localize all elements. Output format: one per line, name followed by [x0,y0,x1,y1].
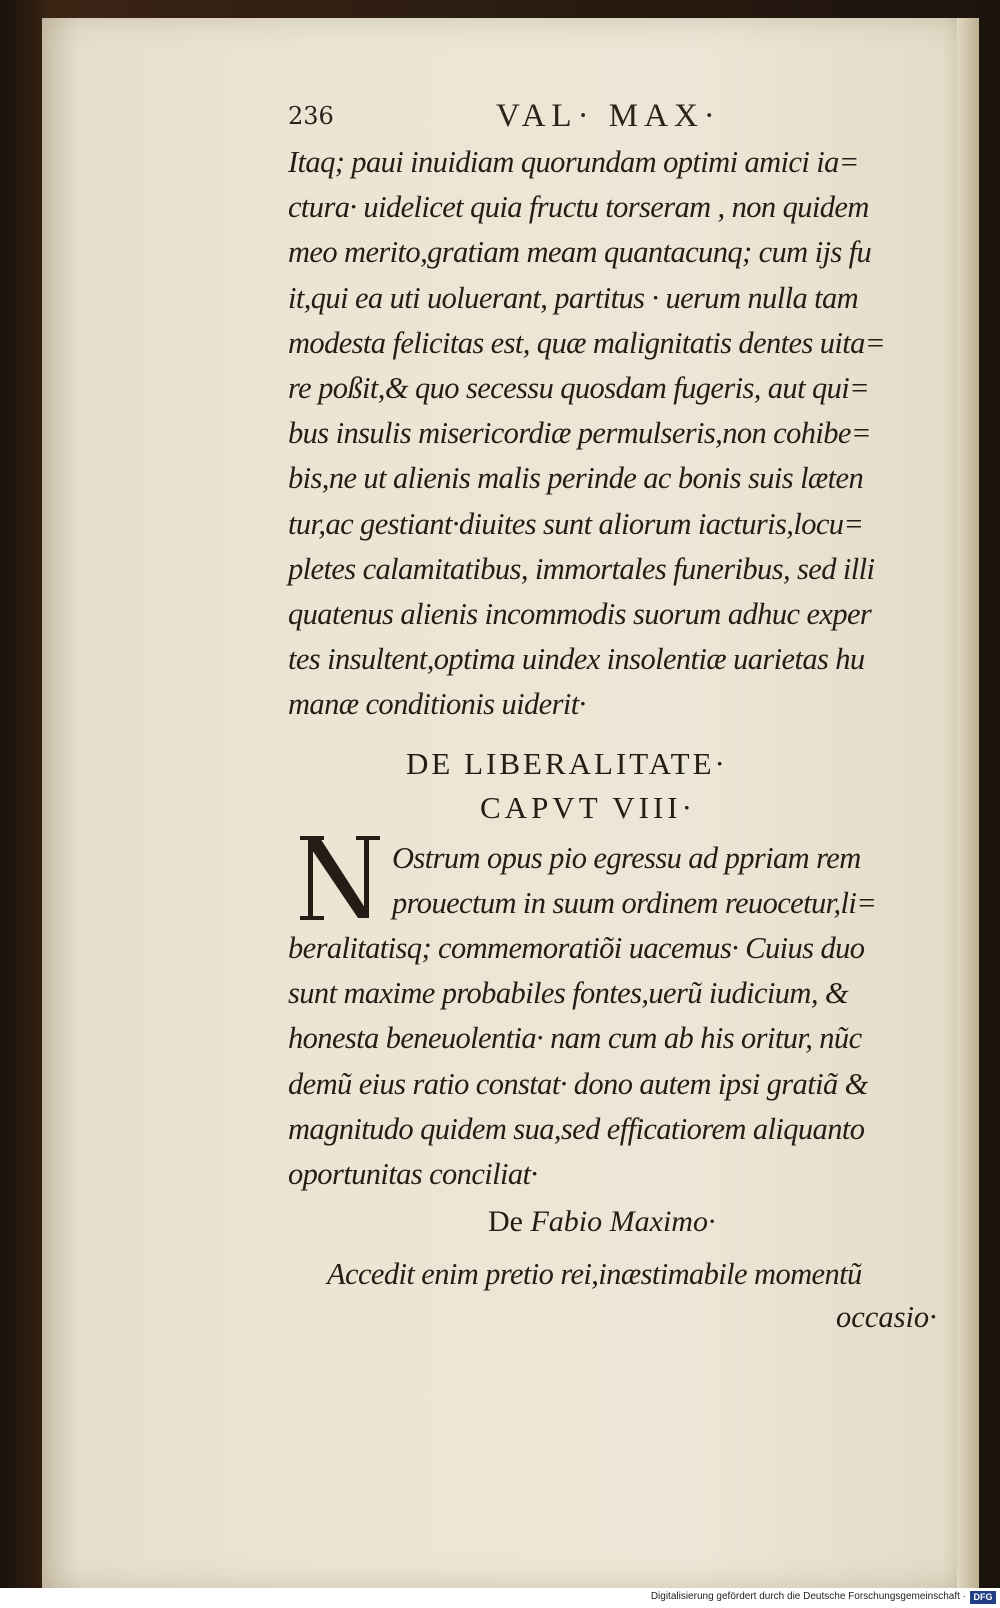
text-line: Itaq; paui inuidiam quorundam optimi amici ia= [288,145,859,179]
text-line: ctura· uidelicet quia fructu torseram , non quidem [288,190,869,225]
text-line: re poßit,& quo secessu quosdam fugeris, aut qui= [288,370,870,405]
text-line: demũ eius ratio constat· dono autem ipsi gratiã & [288,1066,868,1101]
page-number: 236 [288,102,334,130]
page-header [288,98,758,138]
text-line: sunt maxime probabiles fontes,uerũ iudicium, & [288,976,849,1011]
chapter-number: CAPVT VIII· [480,790,696,825]
section-first-line [327,1252,862,1297]
page-edge [957,18,979,1588]
text-line: pletes calamitatibus, immortales funeribus, sed illi [288,551,875,586]
chapter-text [288,926,868,1197]
decorated-initial [298,832,384,922]
text-line: bus insulis misericordiæ permulseris,non cohibe= [288,416,871,451]
text-line: meo merito,gratiam meam quantacunq; cum ijs fu [288,235,872,270]
text-line: manæ conditionis uiderit· [288,687,586,722]
text-line: Ostrum opus pio egressu ad ppriam rem [392,841,861,875]
text-line: honesta beneuolentia· nam cum ab his oritur, nũc [288,1021,862,1056]
text-line: beralitatisq; commemoratiõi uacemus· Cuius duo [288,931,865,965]
text-line: tur,ac gestiant·diuites sunt aliorum iacturis,locu= [288,506,864,541]
footer-bar [0,1588,1000,1608]
section-heading [488,1205,715,1239]
text-line: prouectum in suum ordinem reuocetur,li= [392,886,877,921]
text-line: magnitudo quidem sua,sed efficatiorem aliquanto [288,1111,865,1146]
initial-n-glyph [298,832,384,922]
text-line: it,qui ea uti uoluerant, partitus · uerum nulla tam [288,280,859,315]
catchword: occasio· [836,1300,937,1334]
dfg-logo: DFG [970,1591,996,1604]
section-heading-prefix: De [488,1205,531,1238]
chapter-title: DE LIBERALITATE· [406,746,728,781]
text-line: tes insultent,optima uindex insolentiæ uarietas hu [288,642,865,677]
text-line: bis,ne ut alienis malis perinde ac bonis suis læten [288,461,864,496]
body-text [288,140,933,727]
digitization-credit: Digitalisierung gefördert durch die Deutsche Forschungsgemeinschaft · [650,1591,966,1602]
text-line: quatenus alienis incommodis suorum adhuc exper [288,596,872,631]
text-line: modesta felicitas est, quæ malignitatis dentes uita= [288,325,885,360]
text-line: oportunitas conciliat· [288,1156,538,1191]
section-heading-title: Fabio Maximo· [530,1205,716,1238]
chapter-indented-text [392,836,876,926]
text-line: Accedit enim pretio rei,inæstimabile momentũ [327,1257,862,1291]
running-head: VAL· MAX· [496,98,721,134]
